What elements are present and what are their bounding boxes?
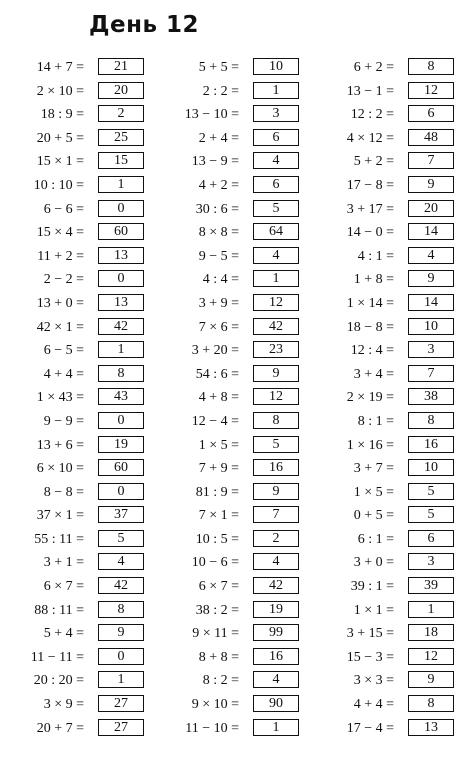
problem-row (310, 482, 450, 506)
problem-row (310, 317, 450, 341)
page-title: День 12 (89, 12, 200, 38)
problem-expression: 20 + 5 = (36, 130, 84, 146)
problem-expression: 5 + 2 = (353, 154, 394, 170)
problem-expression: 88 : 11 = (34, 602, 84, 618)
answer-box: 7 (253, 506, 299, 523)
problem-row (310, 364, 450, 388)
answer-box: 12 (408, 648, 454, 665)
problem-row (155, 670, 295, 694)
problem-row (310, 269, 450, 293)
answer-box: 4 (253, 152, 299, 169)
answer-box: 13 (98, 247, 144, 264)
answer-box: 1 (253, 82, 299, 99)
problem-row (0, 505, 140, 529)
problem-expression: 6 − 5 = (43, 343, 84, 359)
answer-box: 23 (253, 341, 299, 358)
problem-expression: 8 × 8 = (198, 225, 239, 241)
answer-box: 5 (98, 530, 144, 547)
answer-box: 3 (408, 341, 454, 358)
problem-row (0, 364, 140, 388)
answer-box: 4 (408, 247, 454, 264)
problem-expression: 1 × 16 = (346, 437, 394, 453)
problem-expression: 1 × 5 = (353, 484, 394, 500)
problem-expression: 81 : 9 = (195, 484, 239, 500)
answer-box: 2 (98, 105, 144, 122)
problem-row (0, 151, 140, 175)
problem-row (310, 505, 450, 529)
answer-box: 10 (253, 58, 299, 75)
answer-box: 37 (98, 506, 144, 523)
problem-row (0, 128, 140, 152)
problem-row (155, 600, 295, 624)
problem-row (155, 293, 295, 317)
problem-expression: 18 : 9 = (40, 107, 84, 123)
problem-row (0, 317, 140, 341)
problem-expression: 4 : 1 = (357, 248, 394, 264)
answer-box: 38 (408, 388, 454, 405)
problem-row (155, 246, 295, 270)
problem-expression: 13 + 6 = (36, 437, 84, 453)
answer-box: 19 (253, 601, 299, 618)
problem-row (155, 104, 295, 128)
problem-expression: 13 − 1 = (346, 83, 394, 99)
problem-expression: 0 + 5 = (353, 508, 394, 524)
answer-box: 1 (253, 719, 299, 736)
answer-box: 0 (98, 270, 144, 287)
problem-expression: 1 × 14 = (346, 295, 394, 311)
answer-box: 64 (253, 223, 299, 240)
answer-box: 2 (253, 530, 299, 547)
problem-row (0, 387, 140, 411)
problem-row (310, 175, 450, 199)
problem-expression: 4 + 4 = (43, 366, 84, 382)
answer-box: 39 (408, 577, 454, 594)
answer-box: 5 (408, 506, 454, 523)
answer-box: 10 (408, 318, 454, 335)
problem-row (310, 529, 450, 553)
answer-box: 7 (408, 152, 454, 169)
problem-row (0, 246, 140, 270)
problem-row (155, 199, 295, 223)
answer-box: 9 (253, 365, 299, 382)
answer-box: 16 (408, 436, 454, 453)
answer-box: 12 (408, 82, 454, 99)
problem-row (155, 435, 295, 459)
problem-expression: 4 × 12 = (346, 130, 394, 146)
problem-expression: 12 : 4 = (350, 343, 394, 359)
answer-box: 10 (408, 459, 454, 476)
problem-row (0, 647, 140, 671)
problem-row (155, 529, 295, 553)
problem-expression: 8 : 1 = (357, 413, 394, 429)
problem-expression: 12 − 4 = (191, 413, 239, 429)
problem-row (155, 364, 295, 388)
problem-row (0, 199, 140, 223)
problem-expression: 1 + 8 = (353, 272, 394, 288)
answer-box: 16 (253, 648, 299, 665)
problem-expression: 37 × 1 = (36, 508, 84, 524)
problem-expression: 10 : 5 = (195, 531, 239, 547)
answer-box: 9 (408, 671, 454, 688)
answer-box: 8 (253, 412, 299, 429)
problem-expression: 20 + 7 = (36, 720, 84, 736)
answer-box: 0 (98, 483, 144, 500)
problem-expression: 30 : 6 = (195, 201, 239, 217)
problem-row (155, 222, 295, 246)
problem-row (155, 57, 295, 81)
answer-box: 13 (408, 719, 454, 736)
answer-box: 0 (98, 412, 144, 429)
problem-row (310, 718, 450, 742)
answer-box: 27 (98, 695, 144, 712)
problem-row (310, 694, 450, 718)
problem-row (0, 175, 140, 199)
problem-row (310, 222, 450, 246)
answer-box: 60 (98, 223, 144, 240)
answer-box: 99 (253, 624, 299, 641)
problem-row (0, 529, 140, 553)
problem-expression: 8 − 8 = (43, 484, 84, 500)
problem-expression: 5 + 5 = (198, 60, 239, 75)
problem-row (155, 505, 295, 529)
answer-box: 90 (253, 695, 299, 712)
answer-box: 8 (98, 601, 144, 618)
answer-box: 19 (98, 436, 144, 453)
problem-row (0, 293, 140, 317)
answer-box: 5 (253, 436, 299, 453)
problem-row (155, 175, 295, 199)
problem-expression: 55 : 11 = (34, 531, 84, 547)
answer-box: 9 (253, 483, 299, 500)
problem-expression: 5 + 4 = (43, 626, 84, 642)
answer-box: 14 (408, 294, 454, 311)
problem-row (155, 269, 295, 293)
problem-expression: 3 × 9 = (43, 697, 84, 713)
problem-expression: 8 + 8 = (198, 649, 239, 665)
problem-row (310, 623, 450, 647)
problem-expression: 4 + 4 = (353, 697, 394, 713)
problem-expression: 3 + 4 = (353, 366, 394, 382)
problem-expression: 11 − 10 = (185, 720, 239, 736)
answer-box: 8 (408, 412, 454, 429)
problem-row (0, 435, 140, 459)
problem-expression: 7 × 1 = (198, 508, 239, 524)
problem-row (0, 458, 140, 482)
problem-row (155, 552, 295, 576)
answer-box: 42 (253, 318, 299, 335)
answer-box: 20 (408, 200, 454, 217)
problem-expression: 6 + 2 = (353, 60, 394, 75)
problem-expression: 14 − 0 = (346, 225, 394, 241)
problem-expression: 2 + 4 = (198, 130, 239, 146)
answer-box: 5 (253, 200, 299, 217)
problem-row (0, 670, 140, 694)
problem-row (155, 576, 295, 600)
problem-expression: 10 − 6 = (191, 555, 239, 571)
problem-expression: 3 + 0 = (353, 555, 394, 571)
problem-column-3 (310, 57, 450, 741)
answer-box: 42 (253, 577, 299, 594)
answer-box: 1 (253, 270, 299, 287)
problem-row (310, 57, 450, 81)
problem-row (310, 387, 450, 411)
problem-row (0, 552, 140, 576)
problem-expression: 4 : 4 = (202, 272, 239, 288)
answer-box: 6 (253, 176, 299, 193)
problem-row (0, 623, 140, 647)
answer-box: 9 (408, 176, 454, 193)
answer-box: 1 (408, 601, 454, 618)
problem-row (0, 694, 140, 718)
problem-expression: 9 − 9 = (43, 413, 84, 429)
problem-row (155, 128, 295, 152)
problem-expression: 6 − 6 = (43, 201, 84, 217)
problem-expression: 4 + 8 = (198, 390, 239, 406)
problem-column-1 (0, 57, 140, 741)
problem-expression: 20 : 20 = (33, 673, 84, 689)
problem-row (155, 411, 295, 435)
problem-expression: 54 : 6 = (195, 366, 239, 382)
answer-box: 60 (98, 459, 144, 476)
answer-box: 7 (408, 365, 454, 382)
answer-box: 3 (408, 553, 454, 570)
problem-expression: 4 + 2 = (198, 177, 239, 193)
problem-expression: 13 − 9 = (191, 154, 239, 170)
problem-expression: 3 + 20 = (191, 343, 239, 359)
answer-box: 6 (253, 129, 299, 146)
problem-expression: 2 × 19 = (346, 390, 394, 406)
problem-row (155, 718, 295, 742)
answer-box: 0 (98, 200, 144, 217)
problem-expression: 7 × 6 = (198, 319, 239, 335)
problem-row (310, 81, 450, 105)
problem-expression: 15 × 4 = (36, 225, 84, 241)
problem-row (310, 600, 450, 624)
problem-row (310, 411, 450, 435)
problem-row (155, 151, 295, 175)
problem-row (155, 694, 295, 718)
problem-row (310, 293, 450, 317)
answer-box: 16 (253, 459, 299, 476)
problem-expression: 1 × 1 = (353, 602, 394, 618)
problem-row (310, 435, 450, 459)
answer-box: 3 (253, 105, 299, 122)
answer-box: 1 (98, 671, 144, 688)
problem-expression: 6 × 10 = (36, 461, 84, 477)
problem-row (155, 647, 295, 671)
problem-expression: 10 : 10 = (33, 177, 84, 193)
answer-box: 8 (408, 58, 454, 75)
problem-expression: 3 + 1 = (43, 555, 84, 571)
problem-expression: 14 + 7 = (36, 60, 84, 75)
problem-row (155, 81, 295, 105)
problem-expression: 1 × 5 = (198, 437, 239, 453)
problem-expression: 17 − 4 = (346, 720, 394, 736)
problem-expression: 9 − 5 = (198, 248, 239, 264)
problem-row (155, 387, 295, 411)
problem-expression: 6 : 1 = (357, 531, 394, 547)
answer-box: 25 (98, 129, 144, 146)
answer-box: 4 (253, 553, 299, 570)
problem-expression: 18 − 8 = (346, 319, 394, 335)
answer-box: 8 (408, 695, 454, 712)
problem-row (155, 340, 295, 364)
answer-box: 48 (408, 129, 454, 146)
answer-box: 6 (408, 105, 454, 122)
problem-row (0, 576, 140, 600)
answer-box: 0 (98, 648, 144, 665)
answer-box: 27 (98, 719, 144, 736)
answer-box: 4 (253, 247, 299, 264)
problem-row (0, 222, 140, 246)
answer-box: 12 (253, 388, 299, 405)
problem-expression: 15 × 1 = (36, 154, 84, 170)
problem-row (310, 670, 450, 694)
problem-expression: 3 + 7 = (353, 461, 394, 477)
problem-expression: 3 + 15 = (346, 626, 394, 642)
problem-expression: 13 + 0 = (36, 295, 84, 311)
problem-expression: 12 : 2 = (350, 107, 394, 123)
problem-row (310, 199, 450, 223)
problem-row (310, 104, 450, 128)
problem-row (0, 718, 140, 742)
answer-box: 14 (408, 223, 454, 240)
problem-row (310, 151, 450, 175)
problem-row (0, 104, 140, 128)
problem-row (310, 576, 450, 600)
answer-box: 43 (98, 388, 144, 405)
answer-box: 18 (408, 624, 454, 641)
answer-box: 6 (408, 530, 454, 547)
answer-box: 13 (98, 294, 144, 311)
answer-box: 15 (98, 152, 144, 169)
problem-row (310, 128, 450, 152)
problem-row (0, 600, 140, 624)
answer-box: 42 (98, 318, 144, 335)
problem-row (0, 57, 140, 81)
answer-box: 1 (98, 176, 144, 193)
answer-box: 9 (98, 624, 144, 641)
problem-expression: 1 × 43 = (36, 390, 84, 406)
problem-expression: 6 × 7 = (43, 579, 84, 595)
problem-expression: 3 + 17 = (346, 201, 394, 217)
problem-expression: 9 × 11 = (192, 626, 239, 642)
problem-row (310, 246, 450, 270)
answer-box: 5 (408, 483, 454, 500)
problem-row (155, 458, 295, 482)
problem-expression: 11 + 2 = (37, 248, 84, 264)
problem-row (155, 317, 295, 341)
problem-row (310, 647, 450, 671)
problem-expression: 2 × 10 = (36, 83, 84, 99)
problem-expression: 39 : 1 = (350, 579, 394, 595)
problem-row (310, 340, 450, 364)
answer-box: 21 (98, 58, 144, 75)
problem-expression: 42 × 1 = (36, 319, 84, 335)
problem-row (0, 340, 140, 364)
problem-expression: 13 − 10 = (184, 107, 239, 123)
answer-box: 4 (253, 671, 299, 688)
answer-box: 12 (253, 294, 299, 311)
answer-box: 20 (98, 82, 144, 99)
problem-expression: 2 : 2 = (202, 83, 239, 99)
problem-expression: 17 − 8 = (346, 177, 394, 193)
problem-expression: 7 + 9 = (198, 461, 239, 477)
problem-expression: 9 × 10 = (191, 697, 239, 713)
problem-row (155, 623, 295, 647)
problem-row (0, 81, 140, 105)
answer-box: 4 (98, 553, 144, 570)
problem-row (155, 482, 295, 506)
problem-expression: 3 × 3 = (353, 673, 394, 689)
problem-row (0, 482, 140, 506)
problem-expression: 11 − 11 = (30, 649, 84, 665)
problem-expression: 3 + 9 = (198, 295, 239, 311)
problem-expression: 38 : 2 = (195, 602, 239, 618)
answer-box: 1 (98, 341, 144, 358)
problem-column-2 (155, 57, 295, 741)
problem-expression: 6 × 7 = (198, 579, 239, 595)
problem-row (310, 552, 450, 576)
answer-box: 8 (98, 365, 144, 382)
problem-expression: 15 − 3 = (346, 649, 394, 665)
problem-row (310, 458, 450, 482)
problem-row (0, 269, 140, 293)
answer-box: 42 (98, 577, 144, 594)
answer-box: 9 (408, 270, 454, 287)
problem-expression: 2 − 2 = (43, 272, 84, 288)
problem-row (0, 411, 140, 435)
problem-expression: 8 : 2 = (202, 673, 239, 689)
